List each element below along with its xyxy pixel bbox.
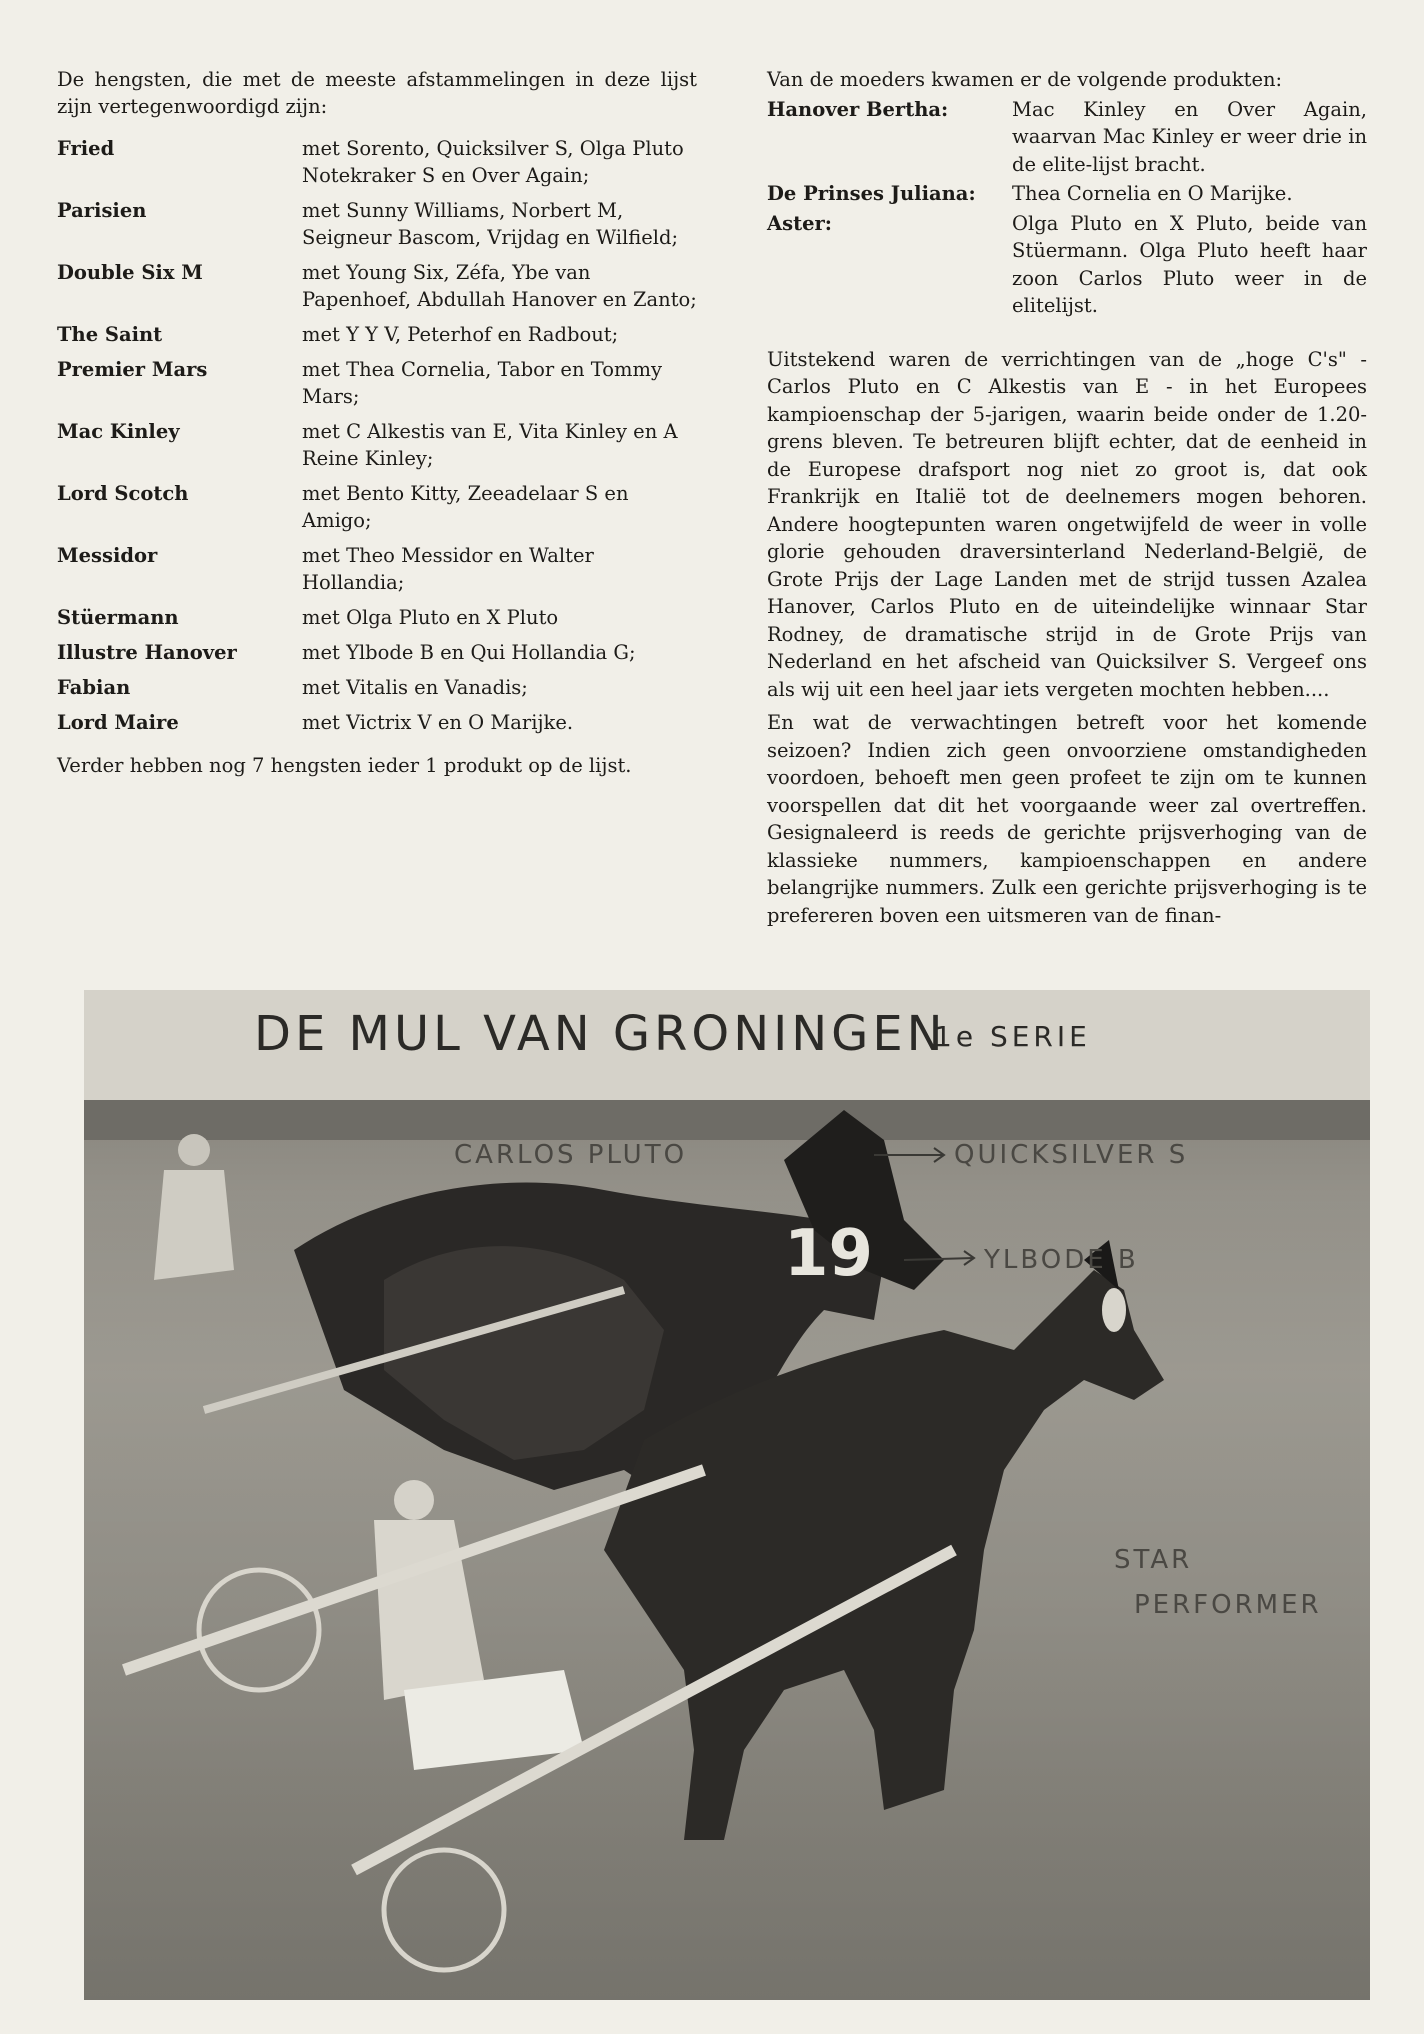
mother-products: Mac Kinley en Over Again, waarvan Mac Kinley er weer drie in de elite-lijst bracht. (1012, 97, 1367, 176)
stallion-row (57, 418, 697, 472)
label-star: STAR (1114, 1545, 1193, 1575)
stallion-offspring: met Theo Messidor en Walter Hollandia; (302, 544, 594, 594)
stallion-row (57, 542, 697, 596)
paragraph-1: Uitstekend waren de verrichtingen van de „hoge C's" - Carlos Pluto en C Alkestis van E - in het Europees kampioenschap der 5-jarigen, waarin beide onder de 1.20-grens bleven. Te betreuren blijft echter, dat de eenheid in de Europese drafsport nog niet zo groot is, dat ook Frankrijk en Italië tot de deelnemers mogen behoren. Andere hoogtepunten waren ongetwijfeld de weer in volle glorie gehouden draversinterland Nederland-België, de Grote Prijs der Lage Landen met de strijd tussen Azalea Hanover, Carlos Pluto en de uiteindelijke winnaar Star Rodney, de dramatische strijd in de Grote Prijs van Nederland en het afscheid van Quicksilver S. Vergeef ons als wij uit een heel jaar iets vergeten mochten hebben.... (767, 347, 1367, 701)
stallion-offspring: met Victrix V en O Marijke. (302, 711, 574, 734)
stallion-row (57, 604, 697, 631)
mother-name: Aster: (767, 211, 832, 235)
stallion-offspring: met C Alkestis van E, Vita Kinley en A Reine Kinley; (302, 420, 678, 470)
stallion-offspring: met Bento Kitty, Zeeadelaar S en Amigo; (302, 482, 629, 532)
stallion-row (57, 321, 697, 348)
stallion-row (57, 480, 697, 534)
stallion-offspring: met Olga Pluto en X Pluto (302, 606, 559, 629)
label-quicksilver: QUICKSILVER S (954, 1140, 1189, 1170)
handwritten-title: DE MUL VAN GRONINGEN (254, 1006, 947, 1062)
mother-products: Thea Cornelia en O Marijke. (1012, 182, 1293, 205)
stallion-row (57, 197, 697, 251)
stallion-name: Fried (57, 137, 115, 160)
stallions-outro: Verder hebben nog 7 hengsten ieder 1 produkt op de lijst. (57, 754, 632, 777)
stallion-name: Illustre Hanover (57, 641, 237, 664)
stallion-row (57, 259, 697, 313)
stallion-row (57, 709, 697, 736)
stallion-name: Double Six M (57, 261, 203, 284)
stallions-intro: De hengsten, die met de meeste afstammelingen in deze lijst zijn vertegenwoordigd zijn: (57, 68, 697, 118)
mother-name: Hanover Bertha: (767, 97, 949, 121)
stallion-row (57, 356, 697, 410)
mother-name: De Prinses Juliana: (767, 182, 976, 205)
stallion-offspring: met Young Six, Zéfa, Ybe van Papenhoef, Abdullah Hanover en Zanto; (302, 261, 697, 311)
stallion-offspring: met Sorento, Quicksilver S, Olga Pluto Notekraker S en Over Again; (302, 137, 684, 187)
right-column (767, 66, 1367, 929)
stallion-offspring: met Ylbode B en Qui Hollandia G; (302, 641, 636, 664)
stallion-name: Fabian (57, 676, 131, 699)
stallion-list (57, 135, 697, 736)
mother-products: Olga Pluto en X Pluto, beide van Stüermann. Olga Pluto heeft haar zoon Carlos Pluto weer in de elitelijst. (1012, 211, 1367, 317)
stallion-name: The Saint (57, 323, 163, 346)
stallion-offspring: met Vitalis en Vanadis; (302, 676, 528, 699)
stallion-offspring: met Y Y V, Peterhof en Radbout; (302, 323, 619, 346)
label-ylbode: YLBODE B (984, 1245, 1139, 1275)
stallion-name: Lord Scotch (57, 482, 189, 505)
mother-row (767, 96, 1367, 179)
stallion-name: Lord Maire (57, 711, 179, 734)
race-photo (84, 990, 1370, 2000)
stallion-row (57, 135, 697, 189)
mothers-intro: Van de moeders kwamen er de volgende produkten: (767, 68, 1283, 91)
stallion-row (57, 639, 697, 666)
stallion-offspring: met Sunny Williams, Norbert M, Seigneur Bascom, Vrijdag en Wilfield; (302, 199, 679, 249)
stallion-name: Parisien (57, 199, 147, 222)
article-body (767, 346, 1367, 930)
left-column (57, 66, 697, 799)
saddlecloth-number: 19 (784, 1217, 874, 1291)
stallion-name: Stüermann (57, 606, 179, 629)
handwritten-series: 1e SERIE (934, 1020, 1091, 1053)
mother-row (767, 180, 1367, 208)
mother-list (767, 96, 1367, 320)
photo-fence (84, 1100, 1370, 1140)
stallion-name: Messidor (57, 544, 158, 567)
stallion-row (57, 674, 697, 701)
label-carlos-pluto: CARLOS PLUTO (454, 1140, 688, 1170)
mother-row (767, 210, 1367, 320)
label-performer: PERFORMER (1134, 1590, 1322, 1620)
stallion-offspring: met Thea Cornelia, Tabor en Tommy Mars; (302, 358, 662, 408)
stallion-name: Premier Mars (57, 358, 208, 381)
paragraph-2: En wat de verwachtingen betreft voor het komende seizoen? Indien zich geen onvoorziene omstandigheden voordoen, behoeft men geen profeet te zijn om te kunnen voorspellen dat dit het voorgaande weer zal overtreffen. Gesignaleerd is reeds de gerichte prijsverhoging van de klassieke nummers, kampioenschappen en andere belangrijke nummers. Zulk een gerichte prijsverhoging is te prefereren boven een uitsmeren van de finan- (767, 711, 1367, 927)
stallion-name: Mac Kinley (57, 420, 180, 443)
